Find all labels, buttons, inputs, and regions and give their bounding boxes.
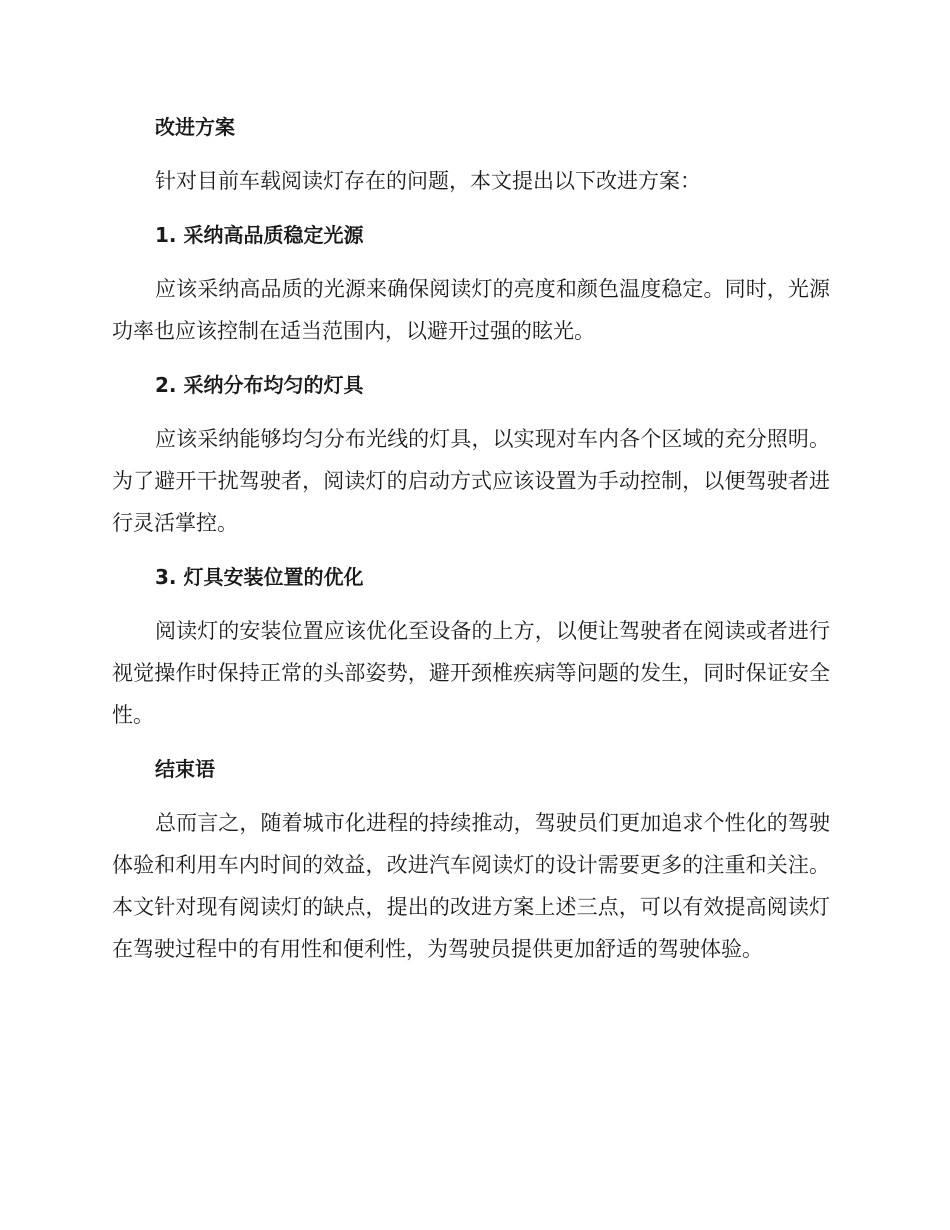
section-heading-conclusion: 结束语	[155, 757, 215, 781]
paragraph-position: 阅读灯的安装位置应该优化至设备的上方，以便让驾驶者在阅读或者进行视觉操作时保持正常的头部姿势，避开颈椎疾病等问题的发生，同时保证安全性。	[112, 619, 830, 727]
subheading-fixture: 2. 采纳分布均匀的灯具	[155, 373, 364, 397]
paragraph-conclusion: 总而言之，随着城市化进程的持续推动，驾驶员们更加追求个性化的驾驶体验和利用车内时间的效益，改进汽车阅读灯的设计需要更多的注重和关注。本文针对现有阅读灯的缺点，提出的改进方案上述三点，可以有效提高阅读灯在驾驶过程中的有用性和便利性，为驾驶员提供更加舒适的驾驶体验。	[112, 811, 830, 961]
subheading-position: 3. 灯具安装位置的优化	[155, 565, 364, 589]
paragraph-intro: 针对目前车载阅读灯存在的问题，本文提出以下改进方案：	[155, 169, 701, 193]
paragraph-fixture: 应该采纳能够均匀分布光线的灯具，以实现对车内各个区域的充分照明。为了避开干扰驾驶者，阅读灯的启动方式应该设置为手动控制，以便驾驶者进行灵活掌控。	[112, 427, 830, 535]
section-heading-improvement: 改进方案	[155, 115, 235, 139]
paragraph-light-source: 应该采纳高品质的光源来确保阅读灯的亮度和颜色温度稳定。同时，光源功率也应该控制在适当范围内，以避开过强的眩光。	[112, 277, 830, 343]
subheading-light-source: 1. 采纳高品质稳定光源	[155, 223, 364, 247]
document-body	[112, 106, 830, 970]
